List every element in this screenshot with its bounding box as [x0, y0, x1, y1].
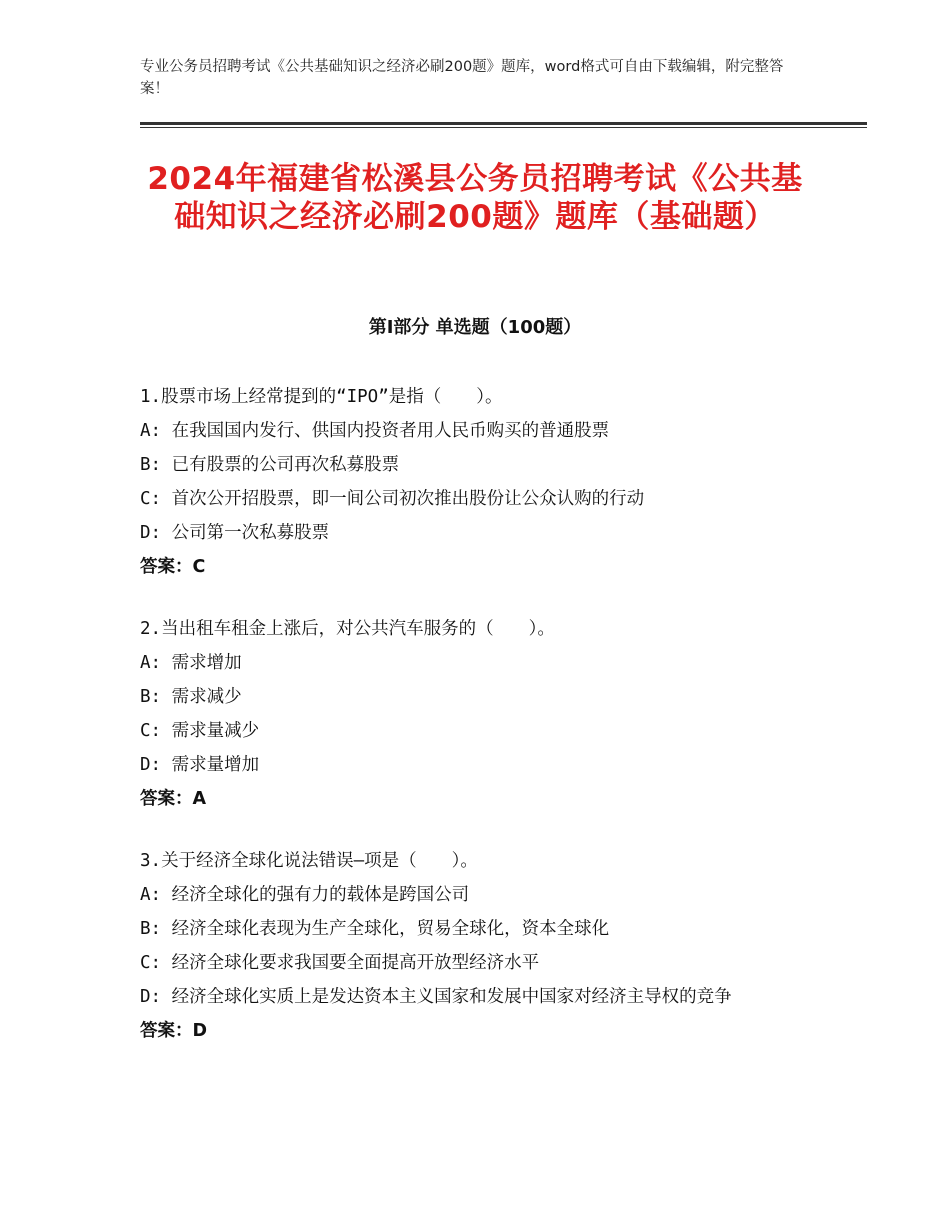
- option-d: D: 经济全球化实质上是发达资本主义国家和发展中国家对经济主导权的竞争: [140, 987, 732, 1007]
- header-note: 专业公务员招聘考试《公共基础知识之经济必刷200题》题库，word格式可自由下载编辑，附完整答案！: [140, 59, 784, 97]
- option-c: C: 需求量减少: [140, 721, 260, 741]
- option-d: D: 公司第一次私募股票: [140, 523, 330, 543]
- question-1: [140, 380, 812, 584]
- section-title: 第Ⅰ部分 单选题（100题）: [368, 317, 582, 338]
- answer: 答案：C: [140, 557, 206, 577]
- question-3: [140, 844, 812, 1048]
- question-stem: 1.股票市场上经常提到的“IPO”是指（ ）。: [140, 387, 503, 407]
- option-a: A: 在我国国内发行、供国内投资者用人民币购买的普通股票: [140, 421, 610, 441]
- question-list: [140, 380, 812, 1076]
- answer: 答案：D: [140, 1021, 208, 1041]
- option-c: C: 首次公开招股票，即一间公司初次推出股份让公众认购的行动: [140, 489, 645, 509]
- answer: 答案：A: [140, 789, 207, 809]
- option-b: B: 经济全球化表现为生产全球化，贸易全球化，资本全球化: [140, 919, 610, 939]
- question-stem: 2.当出租车租金上涨后，对公共汽车服务的（ ）。: [140, 619, 555, 639]
- header-divider-thin: [140, 127, 867, 128]
- option-b: B: 需求减少: [140, 687, 242, 707]
- option-a: A: 需求增加: [140, 653, 242, 673]
- document-title: 2024年福建省松溪县公务员招聘考试《公共基础知识之经济必刷200题》题库（基础题）: [147, 161, 803, 235]
- question-stem: 3.关于经济全球化说法错误—项是（ ）。: [140, 851, 478, 871]
- header-divider-thick: [140, 122, 867, 125]
- option-a: A: 经济全球化的强有力的载体是跨国公司: [140, 885, 470, 905]
- option-d: D: 需求量增加: [140, 755, 260, 775]
- option-b: B: 已有股票的公司再次私募股票: [140, 455, 400, 475]
- question-2: [140, 612, 812, 816]
- option-c: C: 经济全球化要求我国要全面提高开放型经济水平: [140, 953, 540, 973]
